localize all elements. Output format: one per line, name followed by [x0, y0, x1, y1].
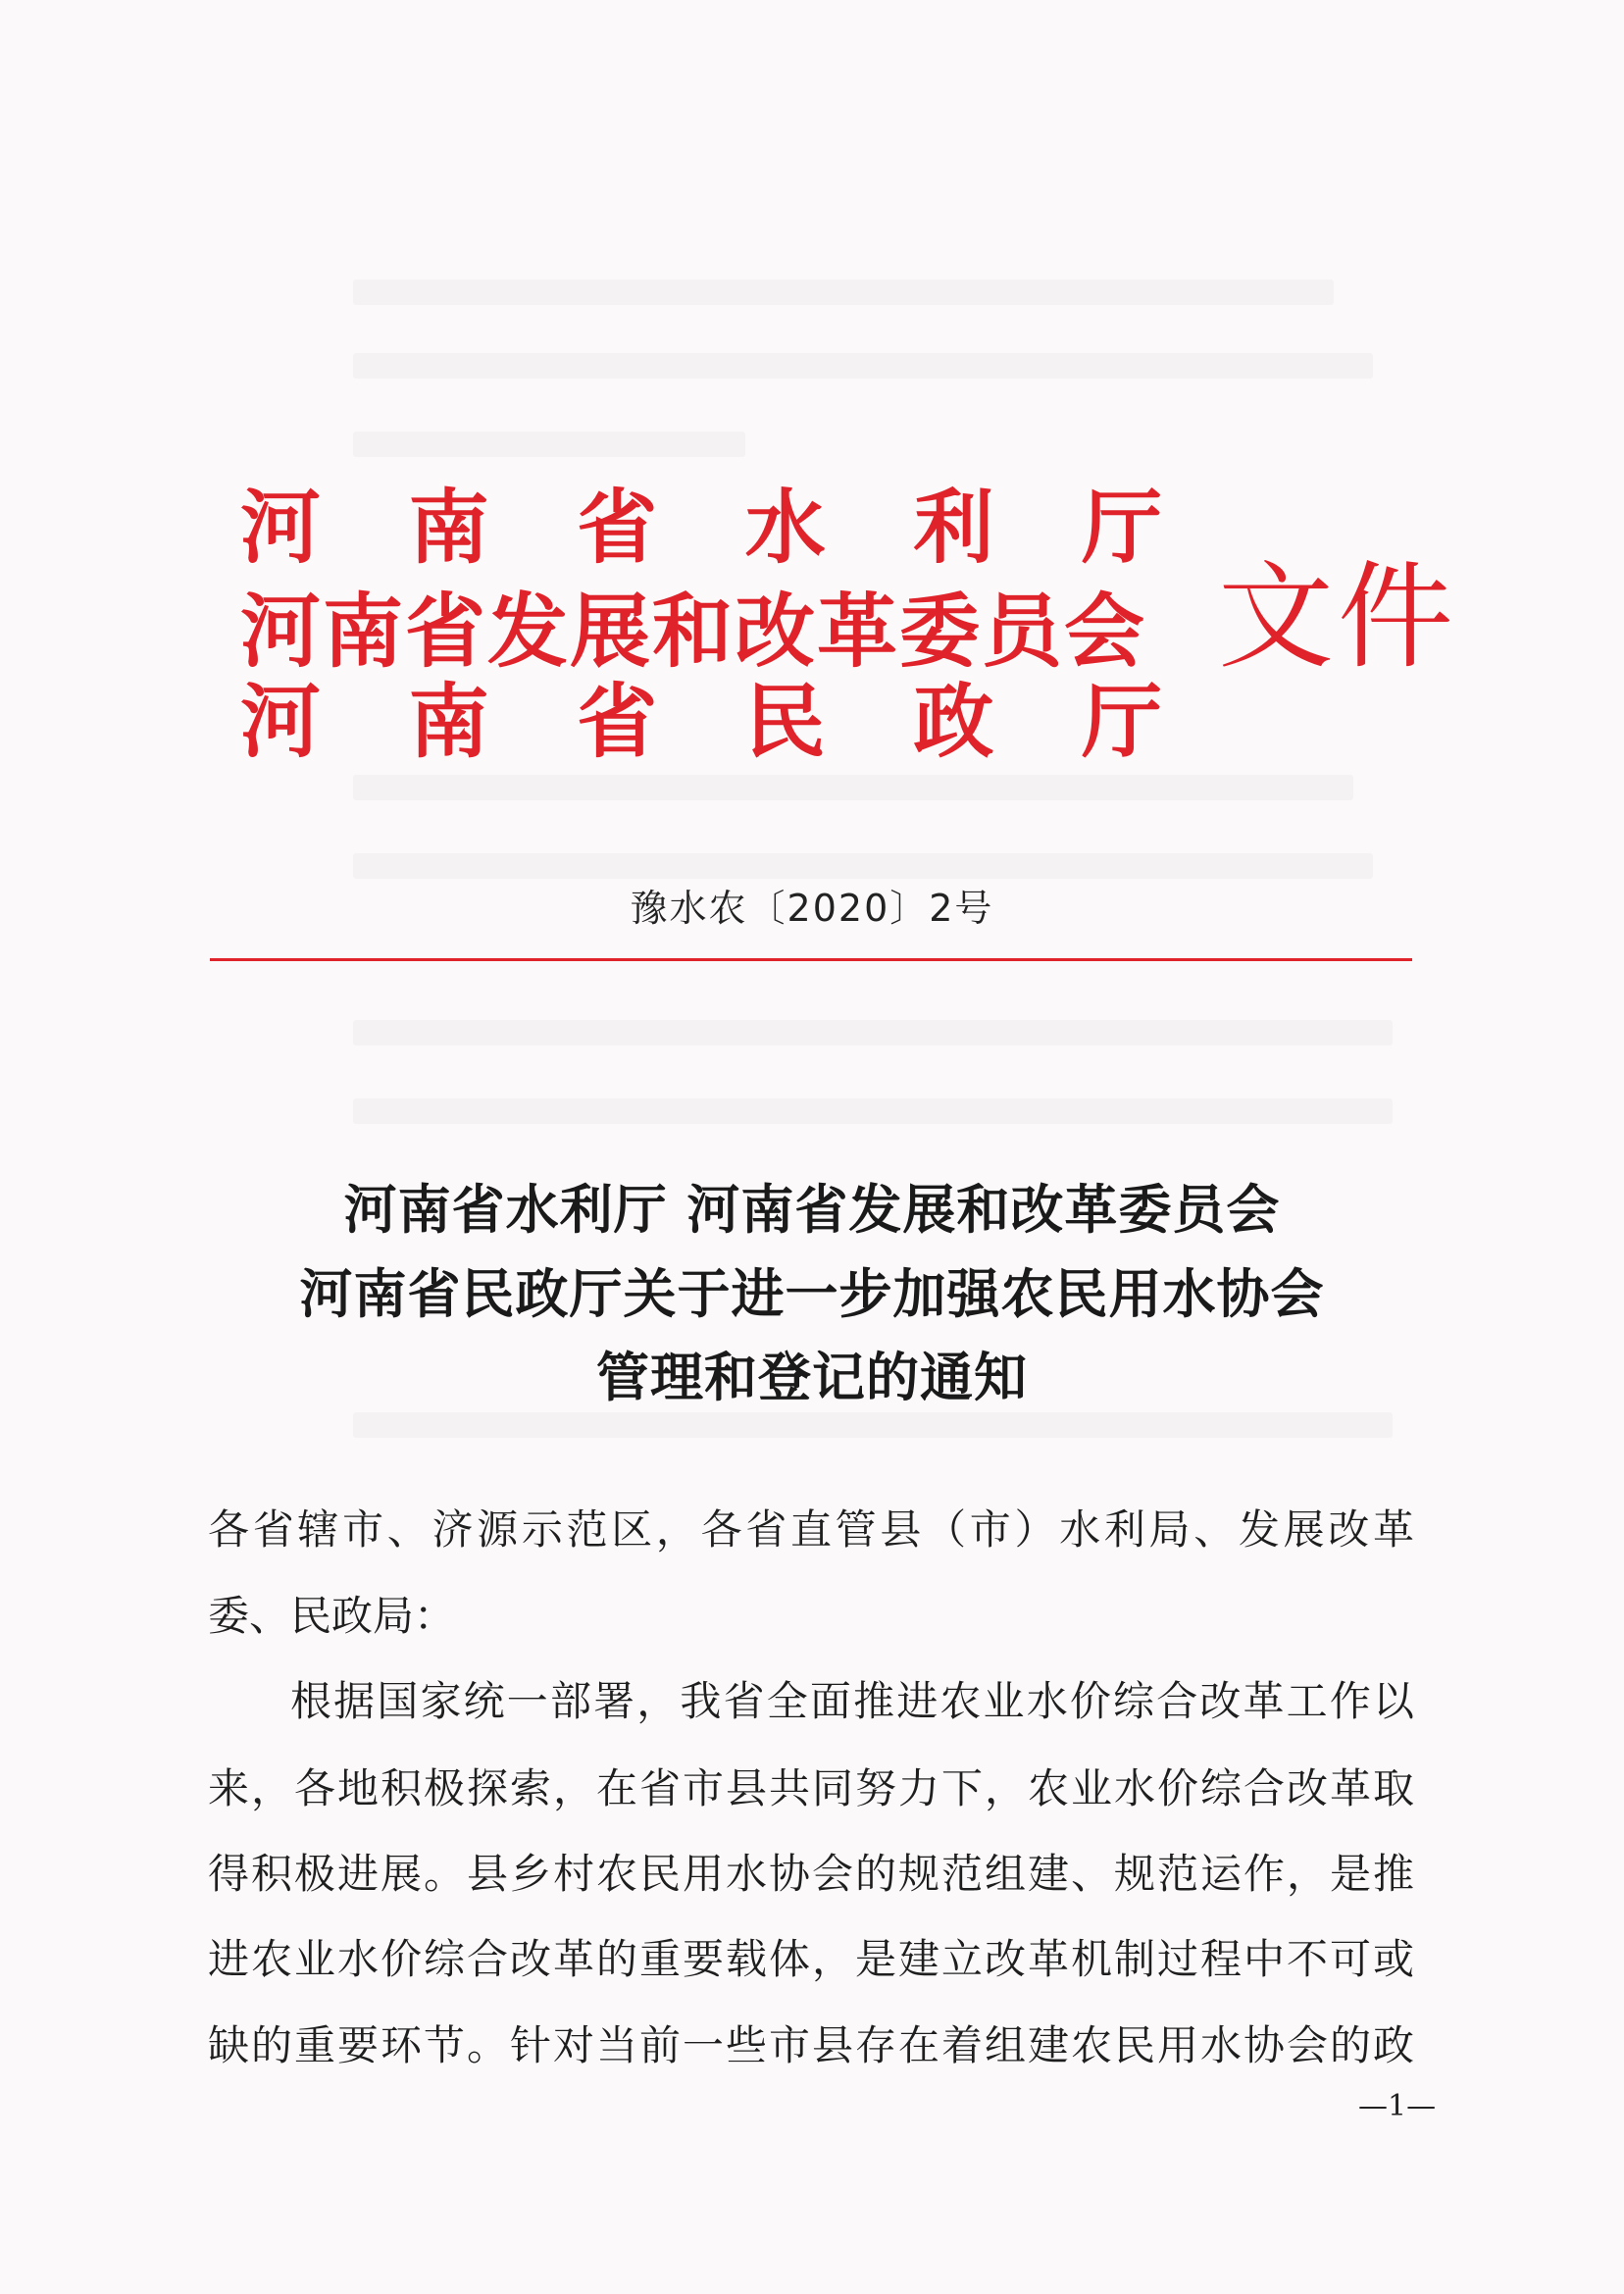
document-number: 豫水农〔2020〕2号	[630, 887, 994, 930]
bleed-through	[353, 432, 745, 457]
page-number: —1—	[1358, 2089, 1437, 2123]
document-title-line: 管理和登记的通知	[596, 1347, 1028, 1408]
addressee-line: 各省辖市、济源示范区，各省直管县（市）水利局、发展改革	[208, 1505, 1414, 1554]
bleed-through	[353, 775, 1353, 800]
issuer-water-resources-dept	[240, 481, 1162, 575]
bleed-through	[353, 1098, 1393, 1124]
issuer-civil-affairs-dept	[240, 675, 1162, 769]
bleed-through	[353, 353, 1373, 379]
body-paragraph-line: 来，各地积极探索，在省市县共同努力下，农业水价综合改革取	[208, 1764, 1414, 1812]
body-paragraph-line: 缺的重要环节。针对当前一些市县存在着组建农民用水协会的政	[208, 2021, 1414, 2069]
bleed-through	[353, 1412, 1393, 1438]
document-suffix: 文件	[1218, 549, 1458, 685]
issuer-name: 河 南 省 民 政 厅	[240, 675, 1162, 769]
document-title-line: 河南省水利厅 河南省发展和改革委员会	[343, 1179, 1281, 1241]
bleed-through	[353, 853, 1373, 879]
bleed-through	[353, 280, 1334, 305]
issuer-name: 河 南 省 水 利 厅	[240, 481, 1162, 575]
document-title-line: 河南省民政厅关于进一步加强农民用水协会	[299, 1263, 1325, 1325]
bleed-through	[353, 1020, 1393, 1045]
body-paragraph-line: 根据国家统一部署，我省全面推进农业水价综合改革工作以	[290, 1677, 1414, 1725]
issuer-development-reform-commission	[240, 585, 1147, 679]
issuer-name: 河南省发展和改革委员会	[240, 585, 1147, 679]
addressee-line: 委、民政局：	[208, 1592, 456, 1640]
body-paragraph-line: 进农业水价综合改革的重要载体，是建立改革机制过程中不可或	[208, 1935, 1414, 1983]
body-paragraph-line: 得积极进展。县乡村农民用水协会的规范组建、规范运作，是推	[208, 1850, 1414, 1898]
red-divider-line	[210, 958, 1412, 961]
